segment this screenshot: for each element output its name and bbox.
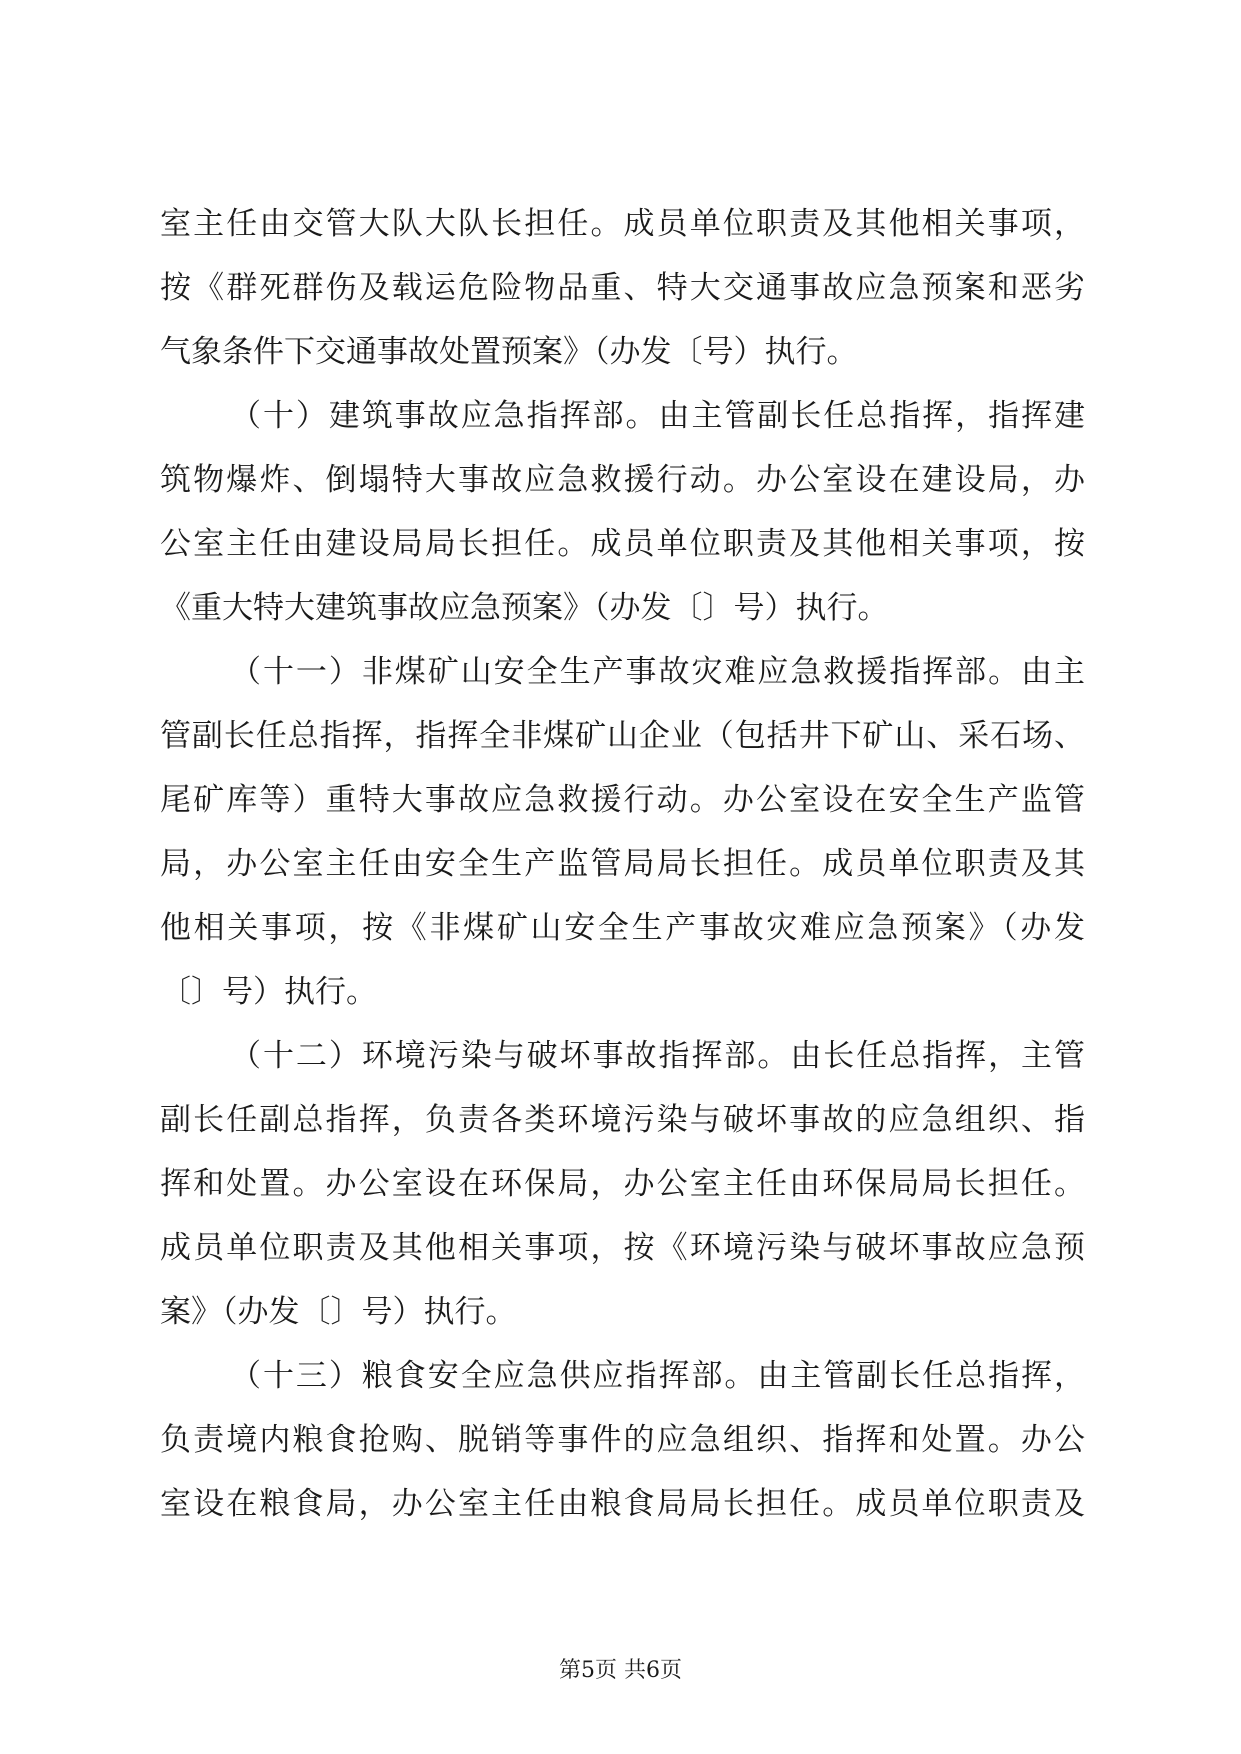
text-line: 案》（办发〔〕号）执行。 [160, 1294, 517, 1330]
text-line: 筑物爆炸、倒塌特大事故应急救援行动。办公室设在建设局，办 [160, 462, 1085, 498]
paragraph-environmental-pollution [160, 1024, 1085, 1344]
text-line: （十二）环境污染与破坏事故指挥部。由长任总指挥，主管 [230, 1038, 1085, 1074]
text-line: 〔〕号）执行。 [160, 974, 377, 1010]
paragraph-non-coal-mine [160, 640, 1085, 1024]
document-body [160, 192, 1085, 1536]
text-line: （十三）粮食安全应急供应指挥部。由主管副长任总指挥， [230, 1358, 1085, 1394]
text-line: 副长任副总指挥，负责各类环境污染与破坏事故的应急组织、指 [160, 1102, 1085, 1138]
text-line: （十）建筑事故应急指挥部。由主管副长任总指挥，指挥建 [230, 398, 1085, 434]
text-line: 挥和处置。办公室设在环保局，办公室主任由环保局局长担任。 [160, 1166, 1085, 1202]
text-line: 《重大特大建筑事故应急预案》（办发〔〕号）执行。 [160, 590, 889, 626]
text-line: （十一）非煤矿山安全生产事故灾难应急救援指挥部。由主 [230, 654, 1085, 690]
paragraph-construction-accident [160, 384, 1085, 640]
text-line: 室设在粮食局，办公室主任由粮食局局长担任。成员单位职责及 [160, 1486, 1085, 1522]
text-line: 成员单位职责及其他相关事项，按《环境污染与破坏事故应急预 [160, 1230, 1085, 1266]
page-number: 第5页 共6页 [559, 1658, 682, 1683]
text-line: 负责境内粮食抢购、脱销等事件的应急组织、指挥和处置。办公 [160, 1422, 1085, 1458]
text-line: 公室主任由建设局局长担任。成员单位职责及其他相关事项，按 [160, 526, 1085, 562]
text-line: 他相关事项，按《非煤矿山安全生产事故灾难应急预案》（办发 [160, 910, 1085, 946]
paragraph-continuation [160, 192, 1085, 384]
text-line: 气象条件下交通事故处置预案》（办发〔号）执行。 [160, 334, 858, 370]
text-line: 按《群死群伤及载运危险物品重、特大交通事故应急预案和恶劣 [160, 270, 1085, 306]
text-line: 室主任由交管大队大队长担任。成员单位职责及其他相关事项， [160, 206, 1085, 242]
text-line: 尾矿库等）重特大事故应急救援行动。办公室设在安全生产监管 [160, 782, 1085, 818]
text-line: 管副长任总指挥，指挥全非煤矿山企业（包括井下矿山、采石场、 [160, 718, 1085, 754]
text-line: 局，办公室主任由安全生产监管局局长担任。成员单位职责及其 [160, 846, 1085, 882]
paragraph-grain-supply [160, 1344, 1085, 1536]
